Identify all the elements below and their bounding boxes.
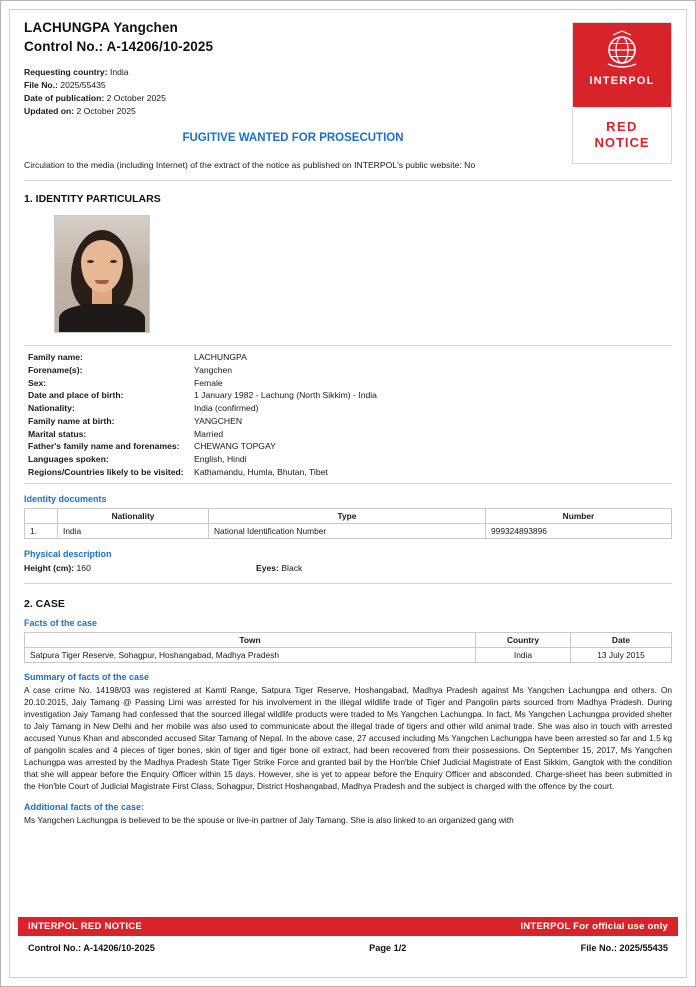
control-number-value: A-14206/10-2025 (106, 39, 214, 54)
identity-row (24, 389, 672, 402)
cell-country: India (476, 648, 571, 663)
subject-photo (54, 215, 150, 333)
identity-key: Sex: (28, 377, 47, 388)
photo-area (54, 215, 672, 333)
identity-value: LACHUNGPA (194, 352, 247, 363)
footer-control-number (28, 943, 155, 953)
identity-row (24, 364, 672, 377)
cell-town: Satpura Tiger Reserve, Sohagpur, Hoshangabad, Madhya Pradesh (25, 648, 476, 663)
cell-date: 13 July 2015 (571, 648, 672, 663)
column-header-type: Type (209, 509, 486, 524)
facts-of-case-table (24, 632, 672, 663)
identity-key: Forename(s): (28, 364, 83, 375)
footer-file-number (581, 943, 668, 953)
meta-label: Requesting country: (24, 67, 108, 77)
footer-left-banner: INTERPOL RED NOTICE (28, 921, 142, 932)
table-header-row (25, 633, 672, 648)
identity-value: YANGCHEN (194, 415, 243, 426)
notice-header (24, 20, 672, 170)
logo-white-panel (573, 107, 671, 163)
height-value: 160 (76, 563, 91, 574)
identity-value: CHEWANG TOPGAY (194, 441, 276, 452)
column-header-date: Date (571, 633, 672, 648)
identity-row (24, 440, 672, 453)
footer-file-label: File No.: (580, 943, 617, 953)
meta-label: File No.: (24, 80, 58, 91)
case-section-title: 2. CASE (24, 598, 65, 611)
physical-description-row (24, 563, 672, 573)
cell-type: National Identification Number (209, 524, 486, 539)
identity-row (24, 466, 672, 479)
footer-info-row (18, 936, 678, 953)
subject-name: LACHUNGPA Yangchen (24, 20, 178, 35)
eyes-field (256, 563, 302, 573)
identity-particulars-table (24, 345, 672, 484)
table-row (25, 648, 672, 663)
meta-value: 2 October 2025 (76, 106, 136, 117)
additional-facts-title: Additional facts of the case: (24, 801, 145, 812)
identity-key: Nationality: (28, 403, 75, 414)
meta-value: 2 October 2025 (106, 93, 166, 104)
physical-description-title: Physical description (24, 549, 112, 560)
identity-value: Yangchen (194, 364, 233, 375)
column-header-index (25, 509, 58, 524)
identity-row (24, 351, 672, 364)
identity-key: Family name at birth: (28, 415, 115, 426)
identity-key: Father's family name and forenames: (28, 441, 180, 452)
column-header-town: Town (25, 633, 476, 648)
column-header-country: Country (476, 633, 571, 648)
identity-key: Marital status: (28, 428, 87, 439)
height-field (24, 563, 256, 573)
circulation-note: Circulation to the media (including Internet) of the extract of the notice as published on INTERPOL's public website: No (24, 160, 476, 171)
meta-value: 2025/55435 (60, 80, 106, 91)
identity-row (24, 402, 672, 415)
identity-key: Family name: (28, 352, 83, 363)
identity-value: Female (194, 377, 223, 388)
header-divider (24, 180, 672, 181)
page-footer (18, 917, 678, 969)
identity-value: India (confirmed) (194, 403, 259, 414)
summary-text: A case crime No. 14198/03 was registered at Kamti Range, Satpura Tiger Reserve, Hoshangabad, Madhya Pradesh against Ms Yangchen Lachungpa and others. On 20.10.2015, Jaiy Tamang @ Passing Limi was arrested for his involvement in the illegal wildlife trade of Tiger and Pangolin parts sourced from Madhya Pradesh. During investigation Jaiy Tamang had confessed that the sourced illegal wildlife products were traded to Ms Yangchen Lachungpa. In fact, Ms Yangchen Lachungpa provided shelter to Jaiy Tamang in New Delhi and her mobile was also used to communicate about the illegal trade of tigers and other wild animal trade. She was also in touch with arrested accused Yunus Khan and absconded accused Sitar Tamang of Nepal. In the above case, 27 accused including Ms Yangchen Lachungpa have been arrested so far and 1.5 kg of pangolin scales and 4 pieces of tiger bones, skin of tiger and tiger bone oil extract, had been recovered from their possessions. On September 15, 2017, Ms Yangchen Lachungpa was arrested by the Madhya Pradesh State Tiger Strike Force and granted bail by the Hon'ble Chief Judicial Magistrate of East Sikkim, Gangtok with the condition that she will appear before the Enquiry Officer within 15 days. However, she is yet to appear before the Enquiry Officer and absconded. Charge-sheet has been submitted in the Hon'ble Court of Judicial Magistrate First Class, Sohagpur, District Hoshangabad, Madhya Pradesh and the subject is charged with the offence by the court. (24, 685, 672, 791)
footer-control-label: Control No.: (28, 943, 82, 953)
identity-documents-table (24, 508, 672, 539)
identity-value: Kathamandu, Humla, Bhutan, Tibet (194, 466, 328, 477)
cell-number: 999324893896 (486, 524, 672, 539)
column-header-number: Number (486, 509, 672, 524)
identity-value: English, Hindi (194, 454, 247, 464)
notice-sheet (9, 9, 687, 978)
footer-control-value: A-14206/10-2025 (83, 943, 155, 953)
interpol-logo (572, 22, 672, 164)
summary-title: Summary of facts of the case (24, 672, 150, 683)
height-label: Height (cm): (24, 563, 75, 574)
identity-key: Date and place of birth: (28, 390, 124, 401)
additional-facts-text: Ms Yangchen Lachungpa is believed to be the spouse or live-in partner of Jaiy Tamang. She is also linked to an organized gang with (24, 814, 514, 825)
meta-value: India (109, 67, 129, 77)
identity-value: 1 January 1982 - Lachung (North Sikkim) - India (194, 390, 377, 401)
logo-red-label: RED (606, 118, 638, 134)
facts-of-case-title: Facts of the case (24, 618, 98, 629)
footer-right-banner: INTERPOL For official use only (520, 921, 668, 932)
cell-index: 1. (25, 524, 58, 539)
eyes-value: Black (281, 563, 303, 574)
footer-page-number: Page 1/2 (369, 943, 407, 953)
identity-row (24, 453, 672, 466)
globe-icon (600, 30, 644, 74)
logo-red-panel (573, 23, 671, 107)
table-row (25, 524, 672, 539)
control-number-label: Control No.: (24, 39, 104, 54)
identity-documents-title: Identity documents (24, 494, 107, 505)
identity-value: Married (194, 428, 224, 439)
table-header-row (25, 509, 672, 524)
footer-red-bar (18, 917, 678, 936)
meta-label: Updated on: (24, 106, 75, 117)
notice-content (24, 20, 672, 919)
footer-file-value: 2025/55435 (619, 943, 668, 953)
logo-notice-label: NOTICE (594, 135, 650, 150)
identity-row (24, 377, 672, 390)
identity-section-title: 1. IDENTITY PARTICULARS (24, 193, 161, 206)
photo-torso (59, 304, 145, 333)
identity-row (24, 428, 672, 441)
identity-case-divider (24, 583, 672, 584)
identity-row (24, 415, 672, 428)
logo-wordmark: INTERPOL (589, 75, 655, 87)
identity-key: Languages spoken: (28, 454, 109, 464)
meta-label: Date of publication: (24, 93, 105, 104)
identity-key: Regions/Countries likely to be visited: (28, 466, 184, 477)
column-header-nationality: Nationality (58, 509, 209, 524)
eyes-label: Eyes: (256, 563, 279, 574)
fugitive-banner: FUGITIVE WANTED FOR PROSECUTION (182, 132, 404, 145)
cell-nationality: India (58, 524, 209, 539)
